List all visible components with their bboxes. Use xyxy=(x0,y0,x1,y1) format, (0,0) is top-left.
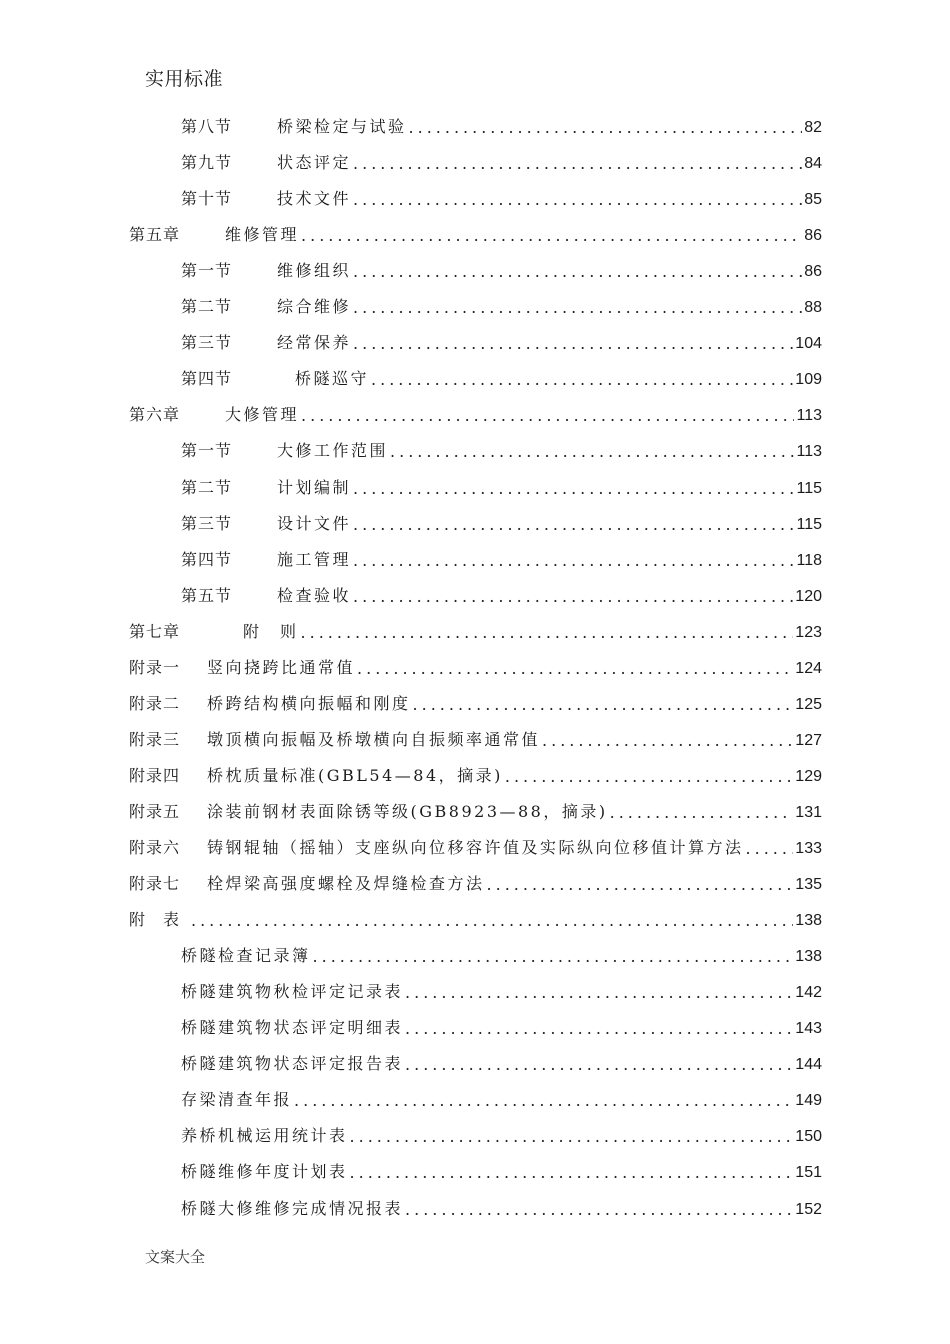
toc-entry-title: 维修组织 xyxy=(277,261,352,281)
toc-entry-number: 附录一 xyxy=(129,657,181,677)
toc-entry[interactable] xyxy=(181,327,822,353)
toc-entry-page: 113 xyxy=(796,443,822,461)
dot-leader xyxy=(313,947,794,966)
dot-leader xyxy=(487,875,794,894)
toc-entry[interactable] xyxy=(129,868,822,894)
dot-leader xyxy=(405,1019,793,1038)
toc-entry-page: 109 xyxy=(795,371,822,389)
page-header: 实用标准 xyxy=(145,68,224,90)
dot-leader xyxy=(301,406,794,425)
toc-entry-title: 维修管理 xyxy=(225,225,300,245)
toc-entry[interactable] xyxy=(181,544,822,570)
dot-leader xyxy=(405,1055,793,1074)
toc-entry-page: 135 xyxy=(795,876,822,894)
toc-entry[interactable] xyxy=(129,796,822,822)
toc-entry-number: 第一节 xyxy=(181,441,233,461)
toc-entry-title: 设计文件 xyxy=(277,513,352,533)
toc-entry-title: 涂装前钢材表面除锈等级(GB8923—88，摘录) xyxy=(207,801,608,821)
toc-entry-title: 桥隧大修维修完成情况报表 xyxy=(181,1198,404,1218)
toc-entry-page: 151 xyxy=(795,1164,822,1182)
toc-entry-page: 152 xyxy=(795,1200,822,1218)
toc-entry[interactable] xyxy=(181,1120,822,1146)
dot-leader xyxy=(353,551,794,570)
toc-entry-page: 88 xyxy=(804,299,822,317)
toc-entry-title: 栓焊梁高强度螺栓及焊缝检查方法 xyxy=(207,874,485,894)
toc-entry-number: 第七章 xyxy=(129,621,181,641)
dot-leader xyxy=(409,118,803,137)
dot-leader xyxy=(353,334,793,353)
dot-leader xyxy=(357,659,793,678)
dot-leader xyxy=(542,731,793,750)
toc-entry[interactable] xyxy=(181,147,822,173)
toc-entry-page: 104 xyxy=(795,335,822,353)
toc-entry[interactable] xyxy=(129,219,822,245)
toc-entry[interactable] xyxy=(181,291,822,317)
toc-entry-title: 大修工作范围 xyxy=(277,441,389,461)
toc-entry[interactable] xyxy=(181,1156,822,1182)
toc-entry-title: 桥隧检查记录簿 xyxy=(181,946,311,966)
toc-entry[interactable] xyxy=(129,688,822,714)
toc-entry-number: 第九节 xyxy=(181,153,233,173)
toc-entry-title: 施工管理 xyxy=(277,549,352,569)
toc-entry-page: 127 xyxy=(795,731,822,749)
dot-leader xyxy=(353,154,802,173)
toc-entry-title: 大修管理 xyxy=(225,405,300,425)
toc-entry[interactable] xyxy=(181,111,822,137)
toc-entry[interactable] xyxy=(181,976,822,1002)
toc-entry-title: 附 则 xyxy=(243,621,299,641)
toc-entry-page: 86 xyxy=(804,263,822,281)
toc-entry-page: 82 xyxy=(804,119,822,136)
dot-leader xyxy=(301,226,802,245)
toc-entry-number: 第四节 xyxy=(181,549,233,569)
dot-leader xyxy=(301,623,794,642)
toc-entry-number: 第五章 xyxy=(129,225,181,245)
dot-leader xyxy=(405,1200,793,1219)
toc-entry-number: 附录四 xyxy=(129,765,181,785)
toc-entry-title: 桥枕质量标准(GBL54—84，摘录) xyxy=(207,765,503,785)
dot-leader xyxy=(294,1091,793,1110)
toc-entry-title: 桥隧建筑物状态评定明细表 xyxy=(181,1018,404,1038)
toc-entry-title: 经常保养 xyxy=(277,333,352,353)
dot-leader xyxy=(390,442,794,461)
toc-entry[interactable] xyxy=(129,724,822,750)
toc-entry[interactable] xyxy=(181,363,822,389)
toc-entry-number: 附录三 xyxy=(129,729,181,749)
toc-entry-number: 第六章 xyxy=(129,405,181,425)
toc-entry-page: 144 xyxy=(795,1056,822,1074)
toc-entry[interactable] xyxy=(181,435,822,461)
dot-leader xyxy=(353,479,794,498)
toc-entry[interactable] xyxy=(129,832,822,858)
toc-entry-number: 第十节 xyxy=(181,189,233,209)
toc-entry-title: 桥隧巡守 xyxy=(295,369,370,389)
toc-entry-number: 第三节 xyxy=(181,513,233,533)
toc-entry-title: 铸钢辊轴（摇轴）支座纵向位移容许值及实际纵向位移值计算方法 xyxy=(207,838,744,857)
toc-entry[interactable] xyxy=(129,760,822,786)
dot-leader xyxy=(353,587,793,606)
toc-entry-number: 第四节 xyxy=(181,369,233,389)
toc-entry[interactable] xyxy=(181,940,822,966)
toc-entry-page: 138 xyxy=(795,948,822,966)
toc-entry-title: 检查验收 xyxy=(277,585,352,605)
toc-entry-page: 125 xyxy=(795,695,822,713)
toc-entry-title: 墩顶横向振幅及桥墩横向自振频率通常值 xyxy=(207,729,541,749)
toc-entry-title: 桥隧建筑物秋检评定记录表 xyxy=(181,982,404,1002)
toc-entry-number: 第八节 xyxy=(181,117,233,136)
toc-entry-page: 120 xyxy=(795,587,822,605)
toc-entry-page: 150 xyxy=(795,1128,822,1146)
dot-leader xyxy=(353,262,802,281)
toc-entry[interactable] xyxy=(181,508,822,534)
toc-entry[interactable] xyxy=(181,580,822,606)
toc-entry-title: 综合维修 xyxy=(277,297,352,317)
toc-entry-page: 131 xyxy=(795,803,822,821)
toc-entry-number: 第三节 xyxy=(181,333,233,353)
toc-entry[interactable] xyxy=(181,255,822,281)
toc-entry-number: 附录二 xyxy=(129,693,181,713)
toc-entry-page: 123 xyxy=(795,623,822,641)
toc-entry-page: 85 xyxy=(804,191,822,209)
toc-entry-page: 118 xyxy=(796,551,822,569)
toc-entry-page: 86 xyxy=(804,227,822,245)
toc-entry[interactable] xyxy=(129,399,822,425)
toc-entry-page: 138 xyxy=(795,912,822,930)
toc-entry-page: 129 xyxy=(795,767,822,785)
dot-leader xyxy=(405,983,793,1002)
toc-entry-page: 143 xyxy=(795,1020,822,1038)
dot-leader xyxy=(353,190,802,209)
toc-entry-page: 142 xyxy=(795,984,822,1002)
toc-entry-number: 第二节 xyxy=(181,297,233,317)
dot-leader xyxy=(746,839,794,858)
toc-entry-title: 状态评定 xyxy=(277,153,352,173)
dot-leader xyxy=(610,803,794,822)
toc-entry-number: 第一节 xyxy=(181,261,233,281)
toc-entry-title: 竖向挠跨比通常值 xyxy=(207,657,356,677)
toc-entry-title: 存梁清查年报 xyxy=(181,1090,293,1110)
toc-entry[interactable] xyxy=(129,904,822,930)
dot-leader xyxy=(353,298,802,317)
dot-leader xyxy=(350,1127,794,1146)
dot-leader xyxy=(191,911,793,930)
toc-entry-title: 桥隧建筑物状态评定报告表 xyxy=(181,1054,404,1074)
toc-entry[interactable] xyxy=(129,616,822,642)
toc-entry[interactable] xyxy=(181,1048,822,1074)
toc-entry-title: 计划编制 xyxy=(277,477,352,497)
toc-entry-page: 149 xyxy=(795,1092,822,1110)
toc-entry[interactable] xyxy=(181,1193,822,1219)
toc-entry[interactable] xyxy=(181,183,822,209)
dot-leader xyxy=(353,515,794,534)
toc-entry[interactable] xyxy=(181,1012,822,1038)
dot-leader xyxy=(413,695,794,714)
toc-entry-page: 115 xyxy=(796,515,822,533)
toc-entry-title: 养桥机械运用统计表 xyxy=(181,1126,348,1146)
toc-entry-page: 115 xyxy=(796,479,822,497)
toc-entry-number: 第五节 xyxy=(181,585,233,605)
toc-entry-number: 附录六 xyxy=(129,838,181,857)
page-footer: 文案大全 xyxy=(145,1248,206,1266)
toc-entry-page: 133 xyxy=(795,840,822,857)
dot-leader xyxy=(350,1163,794,1182)
dot-leader xyxy=(371,370,793,389)
toc-entry-title: 技术文件 xyxy=(277,189,352,209)
toc-entry-page: 113 xyxy=(796,407,822,425)
toc-entry-title: 桥跨结构横向振幅和刚度 xyxy=(207,693,411,713)
dot-leader xyxy=(505,767,793,786)
toc-entry[interactable] xyxy=(129,652,822,678)
toc-entry-page: 84 xyxy=(804,155,822,173)
toc-entry-page: 124 xyxy=(795,659,822,677)
toc-entry-title: 桥隧维修年度计划表 xyxy=(181,1162,348,1182)
toc-entry-number: 附录七 xyxy=(129,874,181,894)
toc-entry[interactable] xyxy=(181,1084,822,1110)
toc-entry[interactable] xyxy=(181,472,822,498)
toc-entry-number: 附 表 xyxy=(129,910,181,930)
toc-entry-title: 桥梁检定与试验 xyxy=(277,117,407,136)
toc-entry-number: 第二节 xyxy=(181,477,233,497)
toc-entry-number: 附录五 xyxy=(129,801,181,821)
